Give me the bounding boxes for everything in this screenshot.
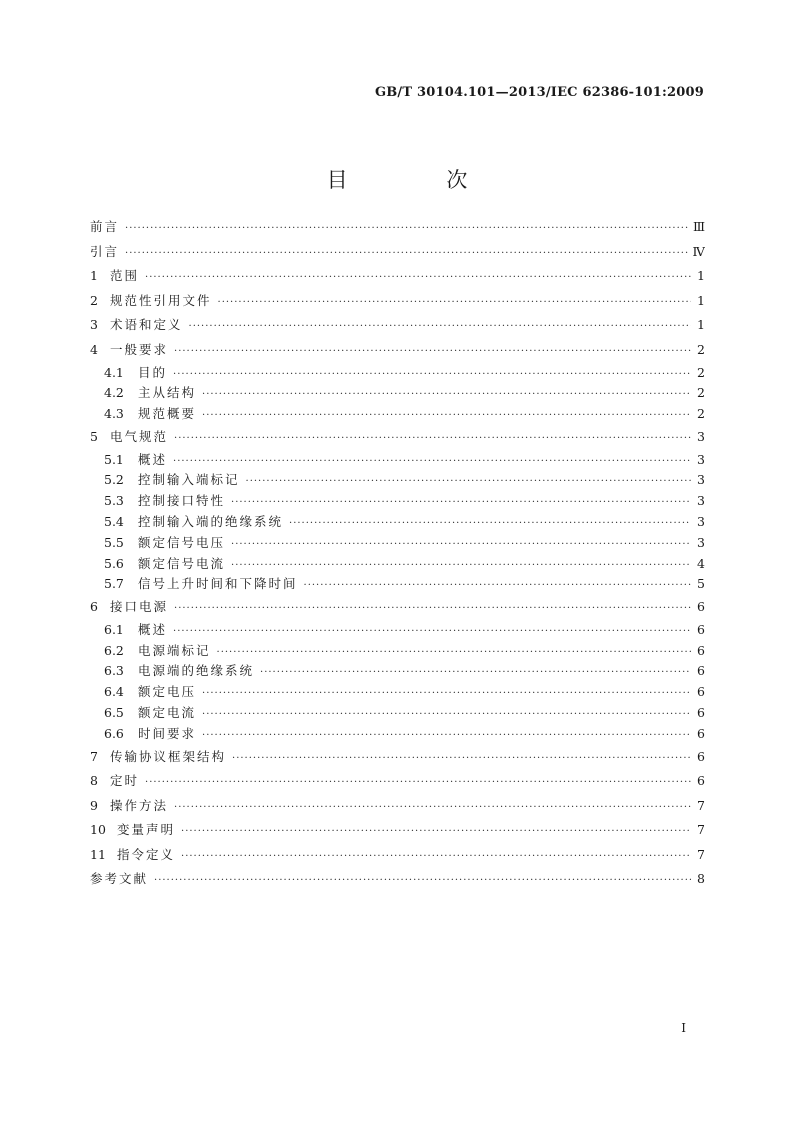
toc-entry[interactable]	[90, 620, 705, 641]
toc-dot-leader	[173, 622, 691, 641]
toc-dot-leader	[202, 705, 691, 724]
toc-entry-page: 1	[697, 317, 705, 333]
toc-entry-number: 2	[90, 292, 98, 308]
toc-dot-leader	[231, 556, 691, 575]
toc-entry-label: 概述	[138, 451, 168, 467]
toc-entry-label: 变量声明	[117, 822, 176, 838]
toc-dot-leader	[202, 684, 691, 703]
toc-entry[interactable]	[90, 491, 705, 512]
toc-entry-number: 4.1	[104, 364, 124, 380]
toc-entry-page: 2	[697, 385, 705, 401]
toc-dot-leader	[181, 820, 691, 843]
toc-entry-label: 操作方法	[110, 797, 169, 813]
toc-entry-page: 7	[697, 846, 705, 862]
toc-entry-page: 6	[697, 704, 705, 720]
standard-code: GB/T 30104.101—2013/IEC 62386-101:2009	[374, 85, 704, 100]
toc-entry-number: 6.1	[104, 621, 124, 637]
toc-entry-page: 6	[697, 621, 705, 637]
toc-entry[interactable]	[90, 470, 705, 491]
toc-entry-number: 5.5	[104, 534, 124, 550]
toc-dot-leader	[260, 663, 691, 682]
toc-entry[interactable]	[90, 425, 705, 450]
toc-entry[interactable]	[90, 595, 705, 620]
toc-entry-label: 控制接口特性	[138, 493, 226, 509]
toc-entry-label: 时间要求	[138, 725, 197, 741]
toc-dot-leader	[231, 493, 691, 512]
toc-entry-number: 11	[90, 846, 106, 862]
toc-dot-leader	[125, 242, 688, 265]
toc-dot-leader	[246, 472, 691, 491]
toc-dot-leader	[145, 771, 691, 794]
toc-entry[interactable]	[90, 338, 705, 363]
toc-entry-label: 控制输入端的绝缘系统	[138, 513, 284, 529]
toc-entry-number: 5.1	[104, 451, 124, 467]
toc-entry-label: 额定信号电流	[138, 555, 226, 571]
toc-entry-number: 4	[90, 341, 98, 357]
toc-dot-leader	[304, 576, 691, 595]
toc-entry-page: 8	[697, 871, 705, 887]
toc-entry-page: 6	[697, 725, 705, 741]
toc-entry-number: 4.3	[104, 406, 124, 422]
toc-entry-page: 3	[697, 513, 705, 529]
toc-entry-number: 7	[90, 748, 98, 764]
toc-dot-leader	[289, 514, 691, 533]
toc-entry-page: 3	[697, 428, 705, 444]
toc-entry[interactable]	[90, 794, 705, 819]
toc-entry-label: 信号上升时间和下降时间	[138, 576, 298, 592]
toc-entry-number: 6	[90, 599, 98, 615]
toc-entry-number: 6.6	[104, 725, 124, 741]
toc-dot-leader	[202, 406, 691, 425]
toc-dot-leader	[174, 796, 691, 819]
toc-entry-label: 额定电流	[138, 704, 197, 720]
toc-entry-label: 主从结构	[138, 385, 197, 401]
toc-entry[interactable]	[90, 450, 705, 471]
toc-entry-label: 额定信号电压	[138, 534, 226, 550]
toc-entry-number: 6.2	[104, 642, 124, 658]
toc-entry-number: 6.3	[104, 663, 124, 679]
toc-entry[interactable]	[90, 703, 705, 724]
toc-entry-number: 4.2	[104, 385, 124, 401]
toc-entry-page: 7	[697, 822, 705, 838]
toc-entry-label: 额定电压	[138, 684, 197, 700]
toc-entry-page: 6	[697, 773, 705, 789]
toc-entry-label: 控制输入端标记	[138, 472, 240, 488]
toc-entry-number: 6.5	[104, 704, 124, 720]
toc-entry[interactable]	[90, 240, 705, 265]
toc-entry-page: 2	[697, 341, 705, 357]
toc-entry-page: 2	[697, 406, 705, 422]
toc-entry-label: 术语和定义	[110, 317, 183, 333]
toc-entry-page: 6	[697, 642, 705, 658]
toc-dot-leader	[145, 266, 691, 289]
toc-entry-number: 5.7	[104, 576, 124, 592]
toc-entry-label: 指令定义	[117, 846, 176, 862]
toc-entry-page: 3	[697, 451, 705, 467]
table-of-contents	[90, 215, 705, 892]
toc-entry[interactable]	[90, 264, 705, 289]
toc-entry-page: Ⅲ	[692, 219, 705, 234]
toc-entry[interactable]	[90, 641, 705, 662]
toc-entry-number: 1	[90, 268, 98, 284]
toc-entry[interactable]	[90, 289, 705, 314]
toc-entry-label: 概述	[138, 621, 168, 637]
toc-entry-page: 6	[697, 748, 705, 764]
toc-entry-label: 前言	[90, 219, 120, 234]
toc-entry[interactable]	[90, 682, 705, 703]
toc-entry-page: 3	[697, 493, 705, 509]
toc-entry[interactable]	[90, 215, 705, 240]
page-number: I	[681, 1021, 686, 1035]
toc-dot-leader	[217, 643, 691, 662]
toc-dot-leader	[154, 869, 691, 892]
toc-entry-number: 3	[90, 317, 98, 333]
toc-dot-leader	[189, 315, 691, 338]
toc-entry[interactable]	[90, 843, 705, 868]
toc-entry-label: 参考文献	[90, 871, 149, 887]
toc-entry-page: 6	[697, 684, 705, 700]
toc-dot-leader	[174, 340, 691, 363]
toc-entry-label: 定时	[110, 773, 140, 789]
toc-entry[interactable]	[90, 533, 705, 554]
toc-entry-label: 接口电源	[110, 599, 169, 615]
toc-entry[interactable]	[90, 554, 705, 575]
toc-entry-page: 5	[697, 576, 705, 592]
page-title: 目 次	[326, 168, 514, 193]
toc-entry[interactable]	[90, 383, 705, 404]
toc-dot-leader	[174, 427, 691, 450]
toc-entry-page: 2	[697, 364, 705, 380]
toc-entry-label: 一般要求	[110, 341, 169, 357]
toc-entry[interactable]	[90, 745, 705, 770]
toc-dot-leader	[173, 452, 691, 471]
toc-entry[interactable]	[90, 363, 705, 384]
toc-entry[interactable]	[90, 724, 705, 745]
toc-entry-page: 7	[697, 797, 705, 813]
toc-entry-label: 传输协议框架结构	[110, 748, 227, 764]
toc-dot-leader	[218, 291, 691, 314]
toc-entry-label: 规范性引用文件	[110, 292, 212, 308]
toc-entry-page: 1	[697, 292, 705, 308]
toc-entry-label: 电源端的绝缘系统	[138, 663, 255, 679]
toc-dot-leader	[232, 747, 691, 770]
toc-entry-page: 3	[697, 534, 705, 550]
toc-entry-page: 6	[697, 599, 705, 615]
toc-entry-number: 10	[90, 822, 106, 838]
toc-entry[interactable]	[90, 574, 705, 595]
toc-entry-label: 范围	[110, 268, 140, 284]
toc-entry-number: 9	[90, 797, 98, 813]
toc-entry-page: 6	[697, 663, 705, 679]
toc-entry-page: 3	[697, 472, 705, 488]
toc-entry-label: 目的	[138, 364, 168, 380]
toc-entry[interactable]	[90, 769, 705, 794]
toc-dot-leader	[181, 845, 691, 868]
toc-entry-number: 5	[90, 428, 98, 444]
toc-entry[interactable]	[90, 867, 705, 892]
toc-entry-number: 5.4	[104, 513, 124, 529]
toc-entry-number: 8	[90, 773, 98, 789]
toc-entry[interactable]	[90, 404, 705, 425]
toc-dot-leader	[174, 597, 691, 620]
toc-entry[interactable]	[90, 661, 705, 682]
toc-entry-number: 6.4	[104, 684, 124, 700]
toc-entry[interactable]	[90, 818, 705, 843]
toc-entry-page: Ⅳ	[692, 243, 705, 259]
toc-entry-label: 规范概要	[138, 406, 197, 422]
toc-entry-page: 1	[697, 268, 705, 284]
toc-dot-leader	[231, 535, 691, 554]
toc-entry-label: 电源端标记	[138, 642, 211, 658]
toc-entry-label: 电气规范	[110, 428, 169, 444]
toc-entry-page: 4	[697, 555, 705, 571]
toc-entry[interactable]	[90, 313, 705, 338]
toc-dot-leader	[173, 365, 691, 384]
toc-dot-leader	[202, 726, 691, 745]
toc-entry-number: 5.3	[104, 493, 124, 509]
toc-entry-label: 引言	[90, 243, 120, 259]
toc-entry-number: 5.2	[104, 472, 124, 488]
toc-dot-leader	[202, 385, 691, 404]
toc-dot-leader	[125, 217, 689, 240]
toc-entry-number: 5.6	[104, 555, 124, 571]
toc-entry[interactable]	[90, 512, 705, 533]
